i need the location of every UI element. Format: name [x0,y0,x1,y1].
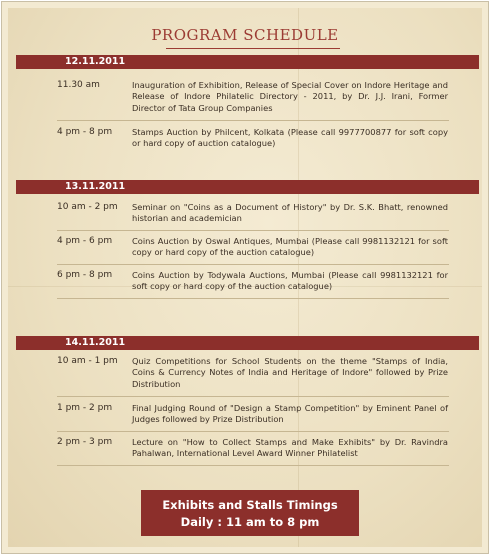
event-description: Coins Auction by Todywala Auctions, Mumbai (Please call 9981132121 for soft copy or hard copy of the auction catalogue) [132,270,448,292]
timings-hours: Daily : 11 am to 8 pm [180,515,320,529]
row-divider [57,396,449,397]
row-divider [57,298,449,299]
row-divider [57,230,449,231]
event-time: 2 pm - 3 pm [57,437,113,447]
timings-box [141,490,359,536]
date-label: 13.11.2011 [65,181,126,192]
row-divider [57,465,449,466]
event-time: 10 am - 1 pm [57,356,118,366]
date-bar-day-1 [16,55,479,69]
poster-frame [1,1,489,554]
event-description: Lecture on "How to Collect Stamps and Make Exhibits" by Dr. Ravindra Pahalwan, International Level Award Winner Philatelist [132,437,448,459]
event-time: 11.30 am [57,80,100,90]
row-divider [57,264,449,265]
row-divider [57,120,449,121]
event-description: Stamps Auction by Philcent, Kolkata (Please call 9977700877 for soft copy or hard copy of auction catalogue) [132,127,448,149]
event-description: Inauguration of Exhibition, Release of Special Cover on Indore Heritage and Release of Indore Philatelic Directory - 2011, by Dr. J.J. Irani, Former Director of Tata Group Companies [132,80,448,113]
event-time: 4 pm - 6 pm [57,236,113,246]
date-label: 12.11.2011 [65,56,126,67]
date-bar-day-2 [16,180,479,194]
event-time: 10 am - 2 pm [57,202,118,212]
event-description: Seminar on "Coins as a Document of History" by Dr. S.K. Bhatt, renowned historian and academician [132,202,448,224]
event-time: 6 pm - 8 pm [57,270,113,280]
date-bar-day-3 [16,336,479,350]
page-title: PROGRAM SCHEDULE [151,26,339,44]
schedule-paper [8,8,482,547]
event-description: Coins Auction by Oswal Antiques, Mumbai (Please call 9981132121 for soft copy or hard copy of the auction catalogue) [132,236,448,258]
date-label: 14.11.2011 [65,337,126,348]
event-description: Final Judging Round of "Design a Stamp Competition" by Eminent Panel of Judges followed by Prize Distribution [132,403,448,425]
timings-heading: Exhibits and Stalls Timings [162,498,338,512]
event-time: 4 pm - 8 pm [57,127,113,137]
title-underline [166,48,340,49]
event-time: 1 pm - 2 pm [57,403,113,413]
event-description: Quiz Competitions for School Students on the theme "Stamps of India, Coins & Currency Notes of India and Heritage of Indore" followed by Prize Distribution [132,356,448,389]
row-divider [57,431,449,432]
